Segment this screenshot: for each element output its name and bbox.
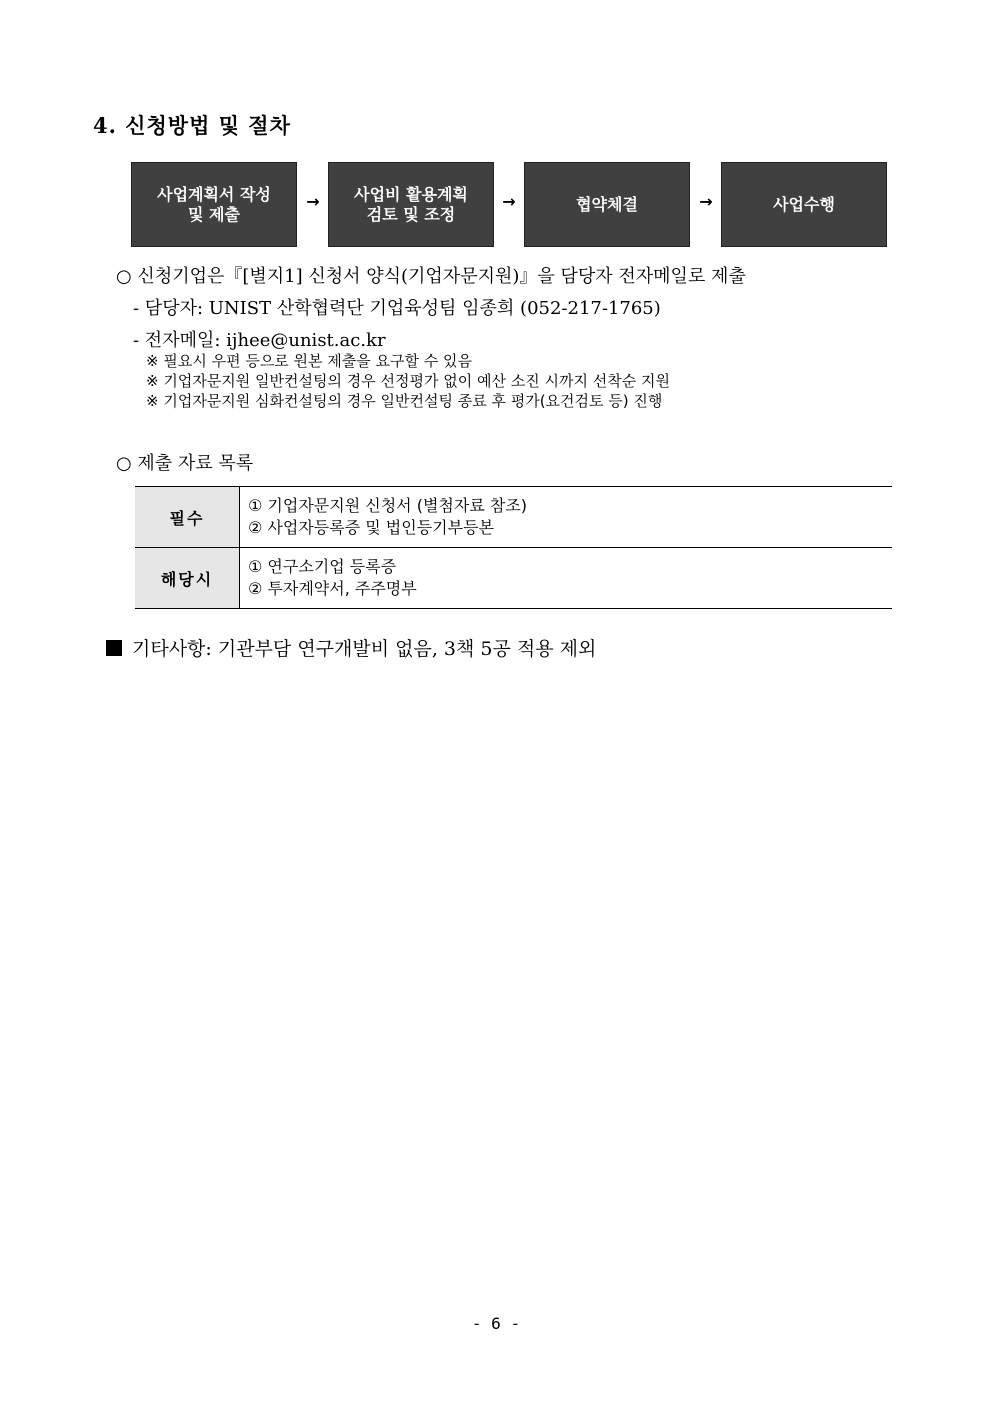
list-item: ① 연구소기업 등록증 xyxy=(248,557,397,576)
row-header: 해당시 xyxy=(135,548,240,609)
contact-line: - 담당자: UNIST 산학협력단 기업육성팀 임종희 (052-217-1765) xyxy=(133,298,661,319)
docs-bullet: ○ 제출 자료 목록 xyxy=(116,453,254,474)
page-number: - 6 - xyxy=(471,1314,521,1333)
email-line: - 전자메일: ijhee@unist.ac.kr xyxy=(133,330,386,351)
flow-step-1: 사업계획서 작성 및 제출 xyxy=(131,162,297,247)
square-bullet-icon xyxy=(106,640,122,656)
note-line: ※ 기업자문지원 일반컨설팅의 경우 선정평가 없이 예산 소진 시까지 선착순 지원 xyxy=(146,372,670,390)
section-title: 4. 신청방법 및 절차 xyxy=(93,113,291,138)
row-items xyxy=(240,487,893,548)
list-item: ② 투자계약서, 주주명부 xyxy=(248,579,417,598)
list-item: ② 사업자등록증 및 법인등기부등본 xyxy=(248,518,494,537)
flow-arrow-icon: → xyxy=(502,192,516,211)
other-notes xyxy=(106,634,596,661)
note-line: ※ 필요시 우편 등으로 원본 제출을 요구할 수 있음 xyxy=(146,352,473,370)
note-line: ※ 기업자문지원 심화컨설팅의 경우 일반컨설팅 종료 후 평가(요건검토 등) 진행 xyxy=(146,392,663,410)
table-row xyxy=(135,487,892,548)
documents-table xyxy=(135,486,892,609)
flow-arrow-icon: → xyxy=(699,192,713,211)
flow-step-3: 협약체결 xyxy=(524,162,690,247)
apply-bullet: ○ 신청기업은『[별지1] 신청서 양식(기업자문지원)』을 담당자 전자메일로 제출 xyxy=(116,266,746,287)
flow-arrow-icon: → xyxy=(306,192,320,211)
flow-step-4: 사업수행 xyxy=(721,162,887,247)
flow-step-2: 사업비 활용계획 검토 및 조정 xyxy=(328,162,494,247)
table-row xyxy=(135,548,892,609)
row-header: 필수 xyxy=(135,487,240,548)
other-text: 기타사항: 기관부담 연구개발비 없음, 3책 5공 적용 제외 xyxy=(132,638,597,660)
list-item: ① 기업자문지원 신청서 (별첨자료 참조) xyxy=(248,496,528,515)
row-items xyxy=(240,548,893,609)
